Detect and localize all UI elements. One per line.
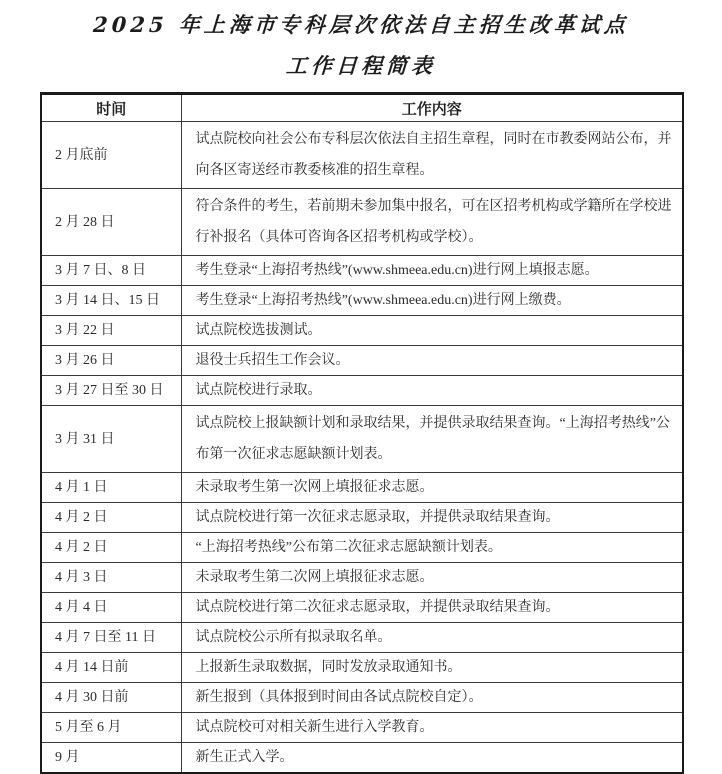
table-row [41, 256, 683, 286]
table-row [41, 533, 683, 563]
table-row [41, 189, 683, 256]
content-cell: “上海招考热线”公布第二次征求志愿缺额计划表。 [181, 533, 683, 563]
document-title [21, 10, 701, 81]
content-cell: 考生登录“上海招考热线”(www.shmeea.edu.cn)进行网上填报志愿。 [181, 256, 683, 286]
table-row [41, 653, 683, 683]
content-cell: 未录取考生第一次网上填报征求志愿。 [181, 473, 683, 503]
header-time: 时间 [41, 94, 181, 122]
content-cell: 试点院校进行第二次征求志愿录取，并提供录取结果查询。 [181, 593, 683, 623]
time-cell: 2 月 28 日 [41, 189, 181, 256]
content-cell: 试点院校选拔测试。 [181, 316, 683, 346]
time-cell: 9 月 [41, 743, 181, 774]
content-cell: 考生登录“上海招考热线”(www.shmeea.edu.cn)进行网上缴费。 [181, 286, 683, 316]
time-cell: 3 月 31 日 [41, 406, 181, 473]
table-row [41, 473, 683, 503]
content-cell: 试点院校上报缺额计划和录取结果，并提供录取结果查询。“上海招考热线”公布第一次征求志愿缺额计划表。 [181, 406, 683, 473]
table-header-row [41, 94, 683, 122]
content-cell: 试点院校可对相关新生进行入学教育。 [181, 713, 683, 743]
table-row [41, 316, 683, 346]
table-row [41, 376, 683, 406]
content-cell: 试点院校公示所有拟录取名单。 [181, 623, 683, 653]
time-cell: 4 月 4 日 [41, 593, 181, 623]
time-cell: 3 月 26 日 [41, 346, 181, 376]
table-row [41, 406, 683, 473]
table-row [41, 122, 683, 189]
table-row [41, 683, 683, 713]
schedule-table [40, 92, 684, 774]
time-cell: 4 月 7 日至 11 日 [41, 623, 181, 653]
table-row [41, 623, 683, 653]
content-cell: 新生正式入学。 [181, 743, 683, 774]
content-cell: 试点院校进行第一次征求志愿录取，并提供录取结果查询。 [181, 503, 683, 533]
time-cell: 2 月底前 [41, 122, 181, 189]
table-row [41, 346, 683, 376]
content-cell: 试点院校进行录取。 [181, 376, 683, 406]
table-row [41, 593, 683, 623]
table-row [41, 713, 683, 743]
content-cell: 符合条件的考生，若前期未参加集中报名，可在区招考机构或学籍所在学校进行补报名（具体可咨询各区招考机构或学校）。 [181, 189, 683, 256]
table-row [41, 563, 683, 593]
title-line-2: 工作日程简表 [285, 53, 437, 78]
content-cell: 退役士兵招生工作会议。 [181, 346, 683, 376]
time-cell: 3 月 22 日 [41, 316, 181, 346]
time-cell: 4 月 2 日 [41, 503, 181, 533]
time-cell: 5 月至 6 月 [41, 713, 181, 743]
time-cell: 4 月 14 日前 [41, 653, 181, 683]
content-cell: 新生报到（具体报到时间由各试点院校自定）。 [181, 683, 683, 713]
time-cell: 4 月 3 日 [41, 563, 181, 593]
content-cell: 试点院校向社会公布专科层次依法自主招生章程，同时在市教委网站公布，并向各区寄送经市教委核准的招生章程。 [181, 122, 683, 189]
title-line-1: 2025 年上海市专科层次依法自主招生改革试点 [92, 12, 630, 37]
table-row [41, 503, 683, 533]
time-cell: 3 月 14 日、15 日 [41, 286, 181, 316]
content-cell: 上报新生录取数据，同时发放录取通知书。 [181, 653, 683, 683]
time-cell: 4 月 30 日前 [41, 683, 181, 713]
table-row [41, 743, 683, 774]
time-cell: 4 月 2 日 [41, 533, 181, 563]
time-cell: 3 月 27 日至 30 日 [41, 376, 181, 406]
header-content: 工作内容 [181, 94, 683, 122]
table-row [41, 286, 683, 316]
time-cell: 4 月 1 日 [41, 473, 181, 503]
content-cell: 未录取考生第二次网上填报征求志愿。 [181, 563, 683, 593]
time-cell: 3 月 7 日、8 日 [41, 256, 181, 286]
